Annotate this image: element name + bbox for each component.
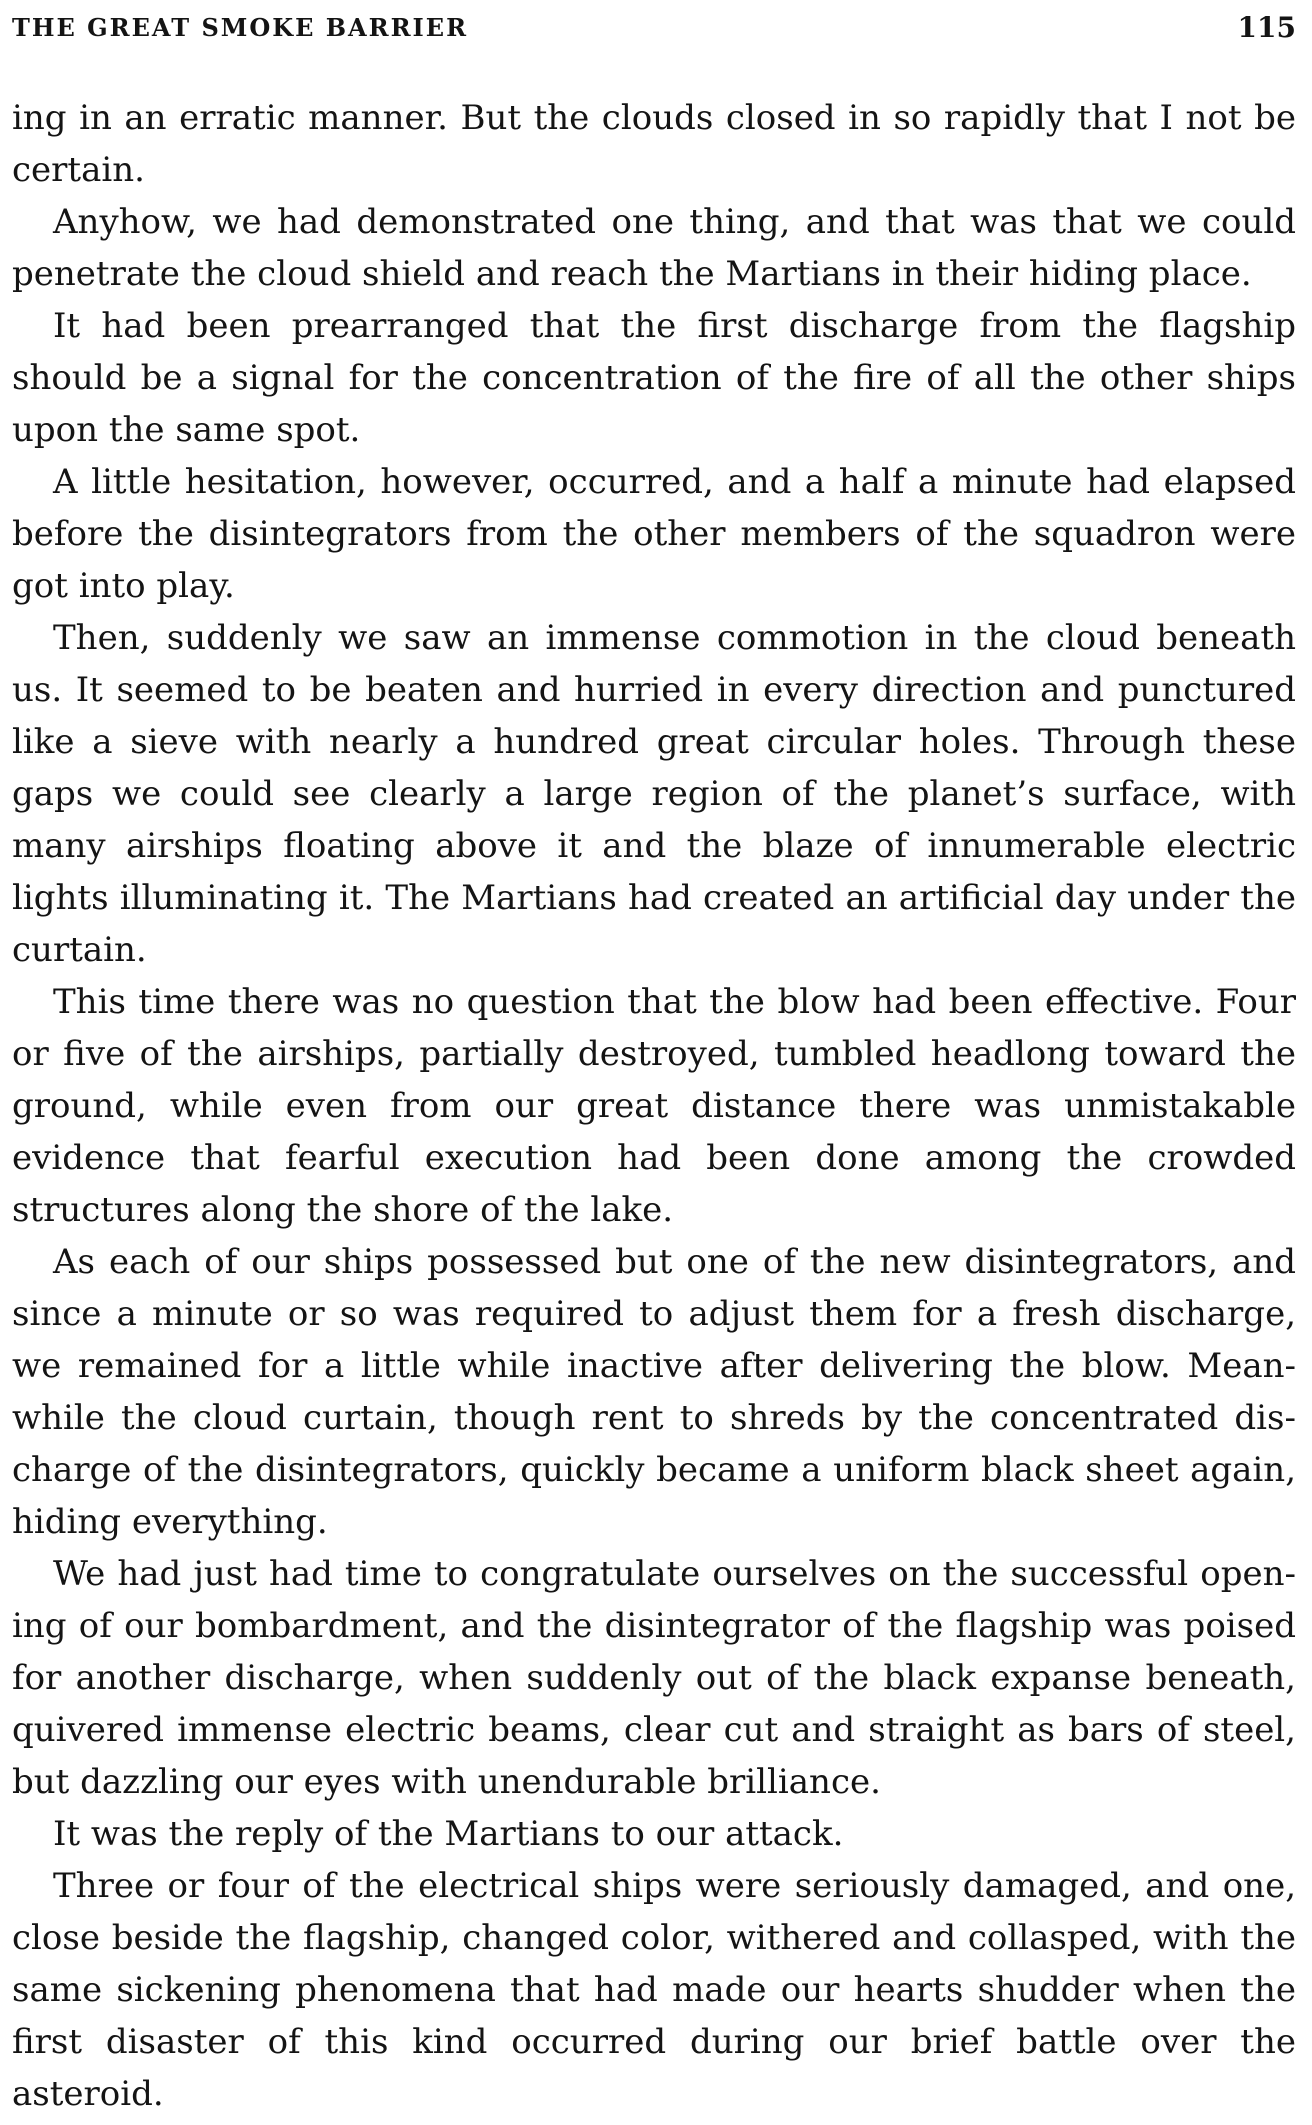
body-text bbox=[12, 92, 1296, 2120]
paragraph: This time there was no question that the blow had been effective. Four or five of the airships, partially destroyed, tumbled headlong toward the ground, while even from our great distance there was unmistakable evidence that fearful execution had been done among the crowded structures along the shore of the lake. bbox=[12, 982, 1296, 1230]
paragraph: It was the reply of the Martians to our attack. bbox=[53, 1814, 844, 1854]
running-head bbox=[12, 10, 1296, 50]
page-number: 115 bbox=[1237, 11, 1296, 44]
paragraph: A little hesitation, however, occurred, and a half a minute had elapsed before the disintegrators from the other members of the squadron were got into play. bbox=[12, 462, 1296, 606]
paragraph: As each of our ships possessed but one of the new disintegrators, and since a minute or so was required to adjust them for a fresh discharge, we remained for a little while inactive after delivering the blow. Meanwhile the cloud curtain, though rent to shreds by the concentrated discharge of the disintegrators, quickly became a uniform black sheet again, hiding everything. bbox=[12, 1242, 1296, 1542]
paragraph: Then, suddenly we saw an immense commotion in the cloud beneath us. It seemed to be beaten and hurried in every direction and punctured like a sieve with nearly a hundred great circular holes. Through these gaps we could see clearly a large region of the planet’s surface, with many airships floating above it and the blaze of innumerable electric lights illuminating it. The Martians had created an artificial day under the curtain. bbox=[12, 618, 1296, 970]
paragraph: Three or four of the electrical ships were seriously damaged, and one, close beside the flagship, changed color, withered and collasped, with the same sickening phenomena that had made our hearts shudder when the first disaster of this kind occurred during our brief battle over the asteroid. bbox=[12, 1866, 1296, 2114]
paragraph: We had just had time to congratulate ourselves on the successful opening of our bombardment, and the disintegrator of the flagship was poised for another discharge, when suddenly out of the black expanse beneath, quivered immense electric beams, clear cut and straight as bars of steel, but dazzling our eyes with unendurable brilliance. bbox=[12, 1554, 1296, 1802]
paragraph: It had been prearranged that the first discharge from the flagship should be a signal for the concentration of the fire of all the other ships upon the same spot. bbox=[12, 306, 1296, 450]
paragraph-continued: ing in an erratic manner. But the clouds closed in so rapidly that I not be certain. bbox=[12, 98, 1296, 190]
paragraph: Anyhow, we had demonstrated one thing, and that was that we could penetrate the cloud shield and reach the Martians in their hiding place. bbox=[12, 202, 1296, 294]
running-title: THE GREAT SMOKE BARRIER bbox=[12, 13, 469, 42]
